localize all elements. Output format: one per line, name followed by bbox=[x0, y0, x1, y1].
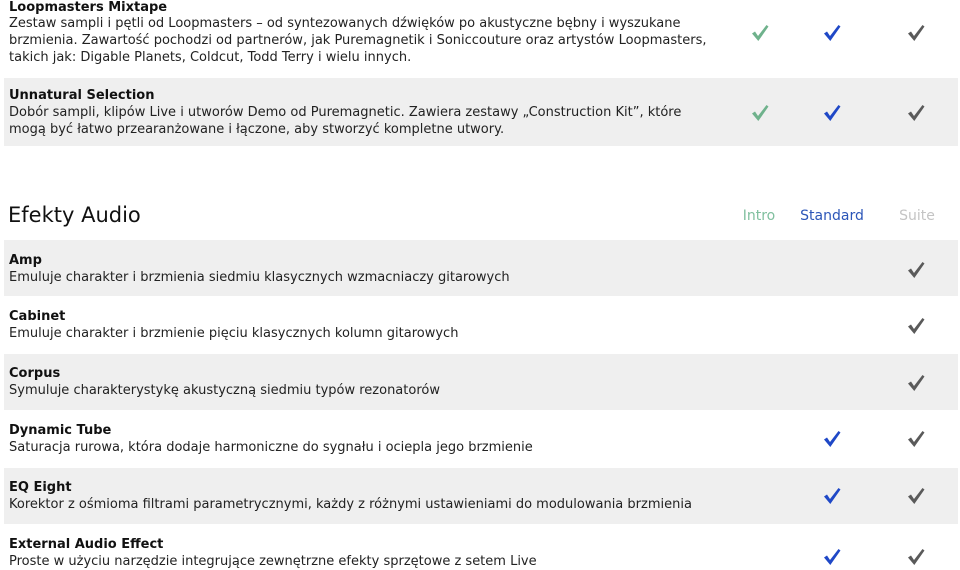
effect-desc: Korektor z ośmioma filtrami parametrycznymi, każdy z różnymi ustawieniami do modulowania brzmienia bbox=[9, 497, 692, 512]
column-label-standard: Standard bbox=[800, 208, 864, 224]
standard-check-icon bbox=[822, 547, 842, 567]
intro-check-icon bbox=[750, 23, 770, 43]
effect-title: External Audio Effect bbox=[9, 537, 164, 552]
column-label-suite: Suite bbox=[899, 208, 935, 224]
suite-check-icon bbox=[906, 429, 926, 449]
item-title: Loopmasters Mixtape bbox=[9, 0, 168, 15]
suite-check-icon bbox=[906, 260, 926, 280]
suite-check-icon bbox=[906, 373, 926, 393]
suite-check-icon bbox=[906, 103, 926, 123]
effect-title: Amp bbox=[9, 253, 42, 268]
item-title: Unnatural Selection bbox=[9, 88, 155, 103]
effect-title: Corpus bbox=[9, 366, 61, 381]
effect-desc: Saturacja rurowa, która dodaje harmoniczne do sygnału i ociepla jego brzmienie bbox=[9, 440, 533, 455]
list-item bbox=[4, 0, 958, 70]
effect-desc: Proste w użyciu narzędzie integrujące zewnętrzne efekty sprzętowe z setem Live bbox=[9, 554, 537, 569]
column-label-intro: Intro bbox=[742, 208, 776, 224]
standard-check-icon bbox=[822, 23, 842, 43]
effect-title: Cabinet bbox=[9, 309, 66, 324]
section-title: Efekty Audio bbox=[8, 203, 141, 227]
item-desc-line: mogą być łatwo przearanżowane i łączone, aby stworzyć kompletne utwory. bbox=[9, 122, 505, 137]
suite-check-icon bbox=[906, 23, 926, 43]
table-row bbox=[4, 297, 958, 353]
table-row bbox=[4, 354, 958, 410]
suite-check-icon bbox=[906, 547, 926, 567]
table-row bbox=[4, 411, 958, 467]
standard-check-icon bbox=[822, 103, 842, 123]
item-desc-line: takich jak: Digable Planets, Coldcut, Todd Terry i wielu innych. bbox=[9, 50, 412, 65]
table-row bbox=[4, 240, 958, 296]
effect-desc: Emuluje charakter i brzmienia siedmiu klasycznych wzmacniaczy gitarowych bbox=[9, 270, 510, 285]
effect-title: Dynamic Tube bbox=[9, 423, 112, 438]
effect-desc: Emuluje charakter i brzmienie pięciu klasycznych kolumn gitarowych bbox=[9, 326, 459, 341]
effect-desc: Symuluje charakterystykę akustyczną siedmiu typów rezonatorów bbox=[9, 383, 440, 398]
table-row bbox=[4, 468, 958, 524]
intro-check-icon bbox=[750, 103, 770, 123]
standard-check-icon bbox=[822, 486, 842, 506]
effect-title: EQ Eight bbox=[9, 480, 72, 495]
item-desc-line: Dobór sampli, klipów Live i utworów Demo od Puremagnetic. Zawiera zestawy „Construction Kit”, które bbox=[9, 105, 682, 120]
item-desc-line: brzmienia. Zawartość pochodzi od partnerów, jak Puremagnetik i Soniccouture oraz artystów Loopmasters, bbox=[9, 33, 707, 48]
standard-check-icon bbox=[822, 429, 842, 449]
item-desc-line: Zestaw sampli i pętli od Loopmasters – od syntezowanych dźwięków po akustyczne bębny i wyszukane bbox=[9, 16, 681, 31]
suite-check-icon bbox=[906, 486, 926, 506]
list-item bbox=[4, 78, 958, 146]
table-row bbox=[4, 525, 958, 569]
suite-check-icon bbox=[906, 316, 926, 336]
